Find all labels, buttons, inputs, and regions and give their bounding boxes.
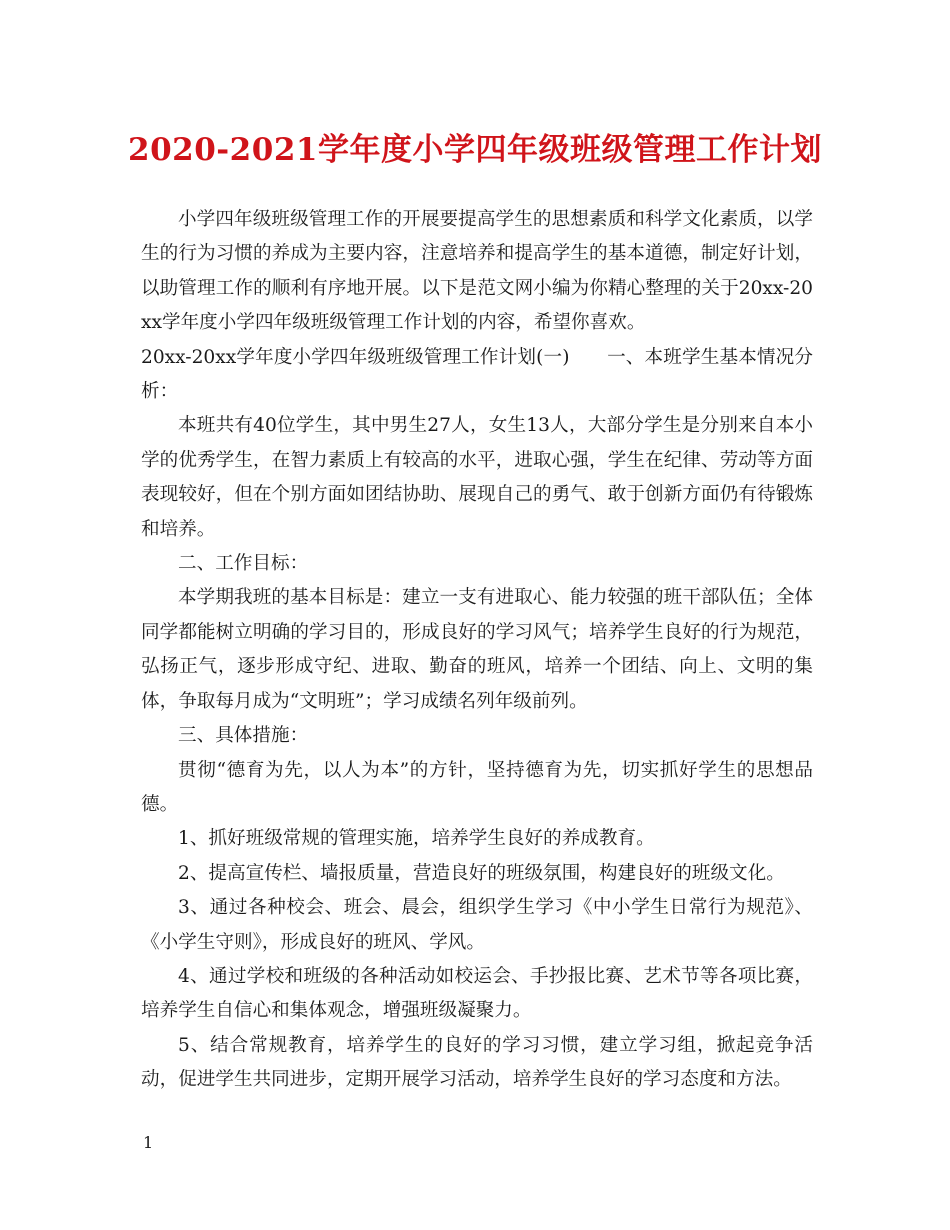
list-item-3: 3、通过各种校会、班会、晨会，组织学生学习《中小学生日常行为规范》、《小学生守则》，形成良好的班风、学风。	[141, 897, 813, 953]
paragraph-goals: 本学期我班的基本目标是：建立一支有进取心、能力较强的班干部队伍；全体同学都能树立明确的学习目的，形成良好的学习风气；培养学生良好的行为规范，弘扬正气，逐步形成守纪、进取、勤奋的班风，培养一个团结、向上、文明的集体，争取每月成为“文明班”；学习成绩名列年级前列。	[141, 587, 813, 712]
section-heading-measures: 三、具体措施：	[178, 725, 309, 747]
paragraph-plan-heading: 20xx-20xx学年度小学四年级班级管理工作计划(一) 一、本班学生基本情况分析：	[141, 346, 813, 403]
paragraph-moral-education: 贯彻“德育为先，以人为本”的方针，坚持德育为先，切实抓好学生的思想品德。	[141, 759, 813, 815]
list-item-4: 4、通过学校和班级的各种活动如校运会、手抄报比赛、艺术节等各项比赛，培养学生自信心和集体观念，增强班级凝聚力。	[141, 965, 813, 1022]
paragraph-class-situation: 本班共有40位学生，其中男生27人，女生13人，大部分学生是分别来自本小学的优秀学生，在智力素质上有较高的水平，进取心强，学生在纪律、劳动等方面表现较好，但在个别方面如团结协助、展现自己的勇气、敢于创新方面仍有待锻炼和培养。	[141, 415, 813, 540]
page-number: 1	[143, 1133, 154, 1152]
list-item-5: 5、结合常规教育，培养学生的良好的学习习惯，建立学习组，掀起竞争活动，促进学生共同进步，定期开展学习活动，培养学生良好的学习态度和方法。	[141, 1034, 813, 1091]
list-item-1: 1、抓好班级常规的管理实施，培养学生良好的养成教育。	[178, 828, 655, 850]
list-item-2: 2、提高宣传栏、墙报质量，营造良好的班级氛围，构建良好的班级文化。	[178, 862, 785, 884]
document-body	[141, 203, 813, 1098]
document-title: 2020-2021学年度小学四年级班级管理工作计划	[128, 132, 822, 168]
section-heading-goals: 二、工作目标：	[178, 553, 309, 575]
paragraph-intro: 小学四年级班级管理工作的开展要提高学生的思想素质和科学文化素质，以学生的行为习惯的养成为主要内容，注意培养和提高学生的基本道德，制定好计划，以助管理工作的顺利有序地开展。以下是范文网小编为你精心整理的关于20xx-20xx学年度小学四年级班级管理工作计划的内容，希望你喜欢。	[141, 209, 813, 334]
